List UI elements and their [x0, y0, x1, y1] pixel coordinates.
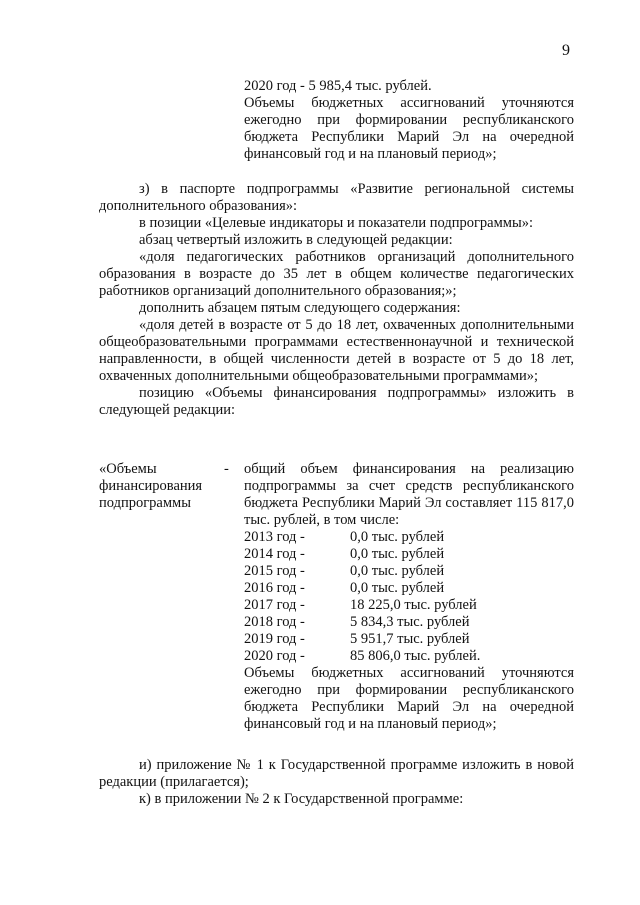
year-list: [244, 529, 574, 665]
year-label: 2017 год -: [244, 597, 305, 613]
year-row: [244, 631, 574, 648]
children-share-paragraph: «доля детей в возрасте от 5 до 18 лет, охваченных дополнительными общеобразовательными программами естественнонаучной и технической направленности, в общей численности детей в возрасте от 5 до 18 лет, охваченных дополнительными общеобразовательными программами»;: [99, 317, 574, 384]
continued-funding-text: [244, 78, 574, 163]
year-2020-line: 2020 год - 5 985,4 тыс. рублей.: [244, 78, 432, 94]
year-label: 2020 год -: [244, 648, 305, 664]
funding-intro: общий объем финансирования на реализацию подпрограммы за счет средств республиканского бюджета Республики Марий Эл составляет 115 817,0 тыс. рублей, в том числе:: [244, 461, 574, 528]
year-amount: 18 225,0 тыс. рублей: [350, 597, 477, 613]
funding-position-instruction: позицию «Объемы финансирования подпрограммы» изложить в следующей редакции:: [99, 385, 574, 418]
funding-label-cell: «Объемы финансирования подпрограммы: [99, 461, 203, 511]
teachers-share-paragraph: «доля педагогических работников организаций дополнительного образования в возрасте до 35 лет в общем количестве педагогических работников организаций дополнительного образования;»;: [99, 249, 574, 299]
year-row: [244, 563, 574, 580]
year-amount: 85 806,0 тыс. рублей.: [350, 648, 481, 664]
year-row: [244, 614, 574, 631]
year-label: 2019 год -: [244, 631, 305, 647]
indicators-position-paragraph: в позиции «Целевые индикаторы и показатели подпрограммы»:: [139, 215, 533, 231]
year-amount: 5 951,7 тыс. рублей: [350, 631, 470, 647]
year-amount: 0,0 тыс. рублей: [350, 546, 445, 562]
year-row: [244, 597, 574, 614]
year-row: [244, 580, 574, 597]
amendments-text: [99, 181, 574, 419]
year-label: 2013 год -: [244, 529, 305, 545]
page-number: 9: [562, 42, 570, 59]
dash-separator: -: [224, 461, 229, 477]
funding-details-cell: [244, 461, 574, 733]
paragraph-four-instruction: абзац четвертый изложить в следующей редакции:: [139, 232, 453, 248]
amendment-z-paragraph: з) в паспорте подпрограммы «Развитие региональной системы дополнительного образования»:: [99, 181, 574, 214]
year-amount: 0,0 тыс. рублей: [350, 529, 445, 545]
amendment-k-paragraph: к) в приложении № 2 к Государственной программе:: [139, 791, 464, 807]
year-label: 2015 год -: [244, 563, 305, 579]
year-row: [244, 546, 574, 563]
year-label: 2018 год -: [244, 614, 305, 630]
year-amount: 5 834,3 тыс. рублей: [350, 614, 470, 630]
closing-amendments: [99, 757, 574, 808]
year-amount: 0,0 тыс. рублей: [350, 580, 445, 596]
budget-note-paragraph: Объемы бюджетных ассигнований уточняются ежегодно при формировании республиканского бюджета Республики Марий Эл на очередной финансовый год и на плановый период»;: [244, 95, 574, 162]
funding-note: Объемы бюджетных ассигнований уточняются ежегодно при формировании республиканского бюджета Республики Марий Эл на очередной финансовый год и на плановый период»;: [244, 665, 574, 732]
year-label: 2016 год -: [244, 580, 305, 596]
year-amount: 0,0 тыс. рублей: [350, 563, 445, 579]
year-row: [244, 529, 574, 546]
amendment-i-paragraph: и) приложение № 1 к Государственной программе изложить в новой редакции (прилагается);: [99, 757, 574, 790]
year-label: 2014 год -: [244, 546, 305, 562]
year-row: [244, 648, 574, 665]
add-paragraph-five-instruction: дополнить абзацем пятым следующего содержания:: [139, 300, 461, 316]
